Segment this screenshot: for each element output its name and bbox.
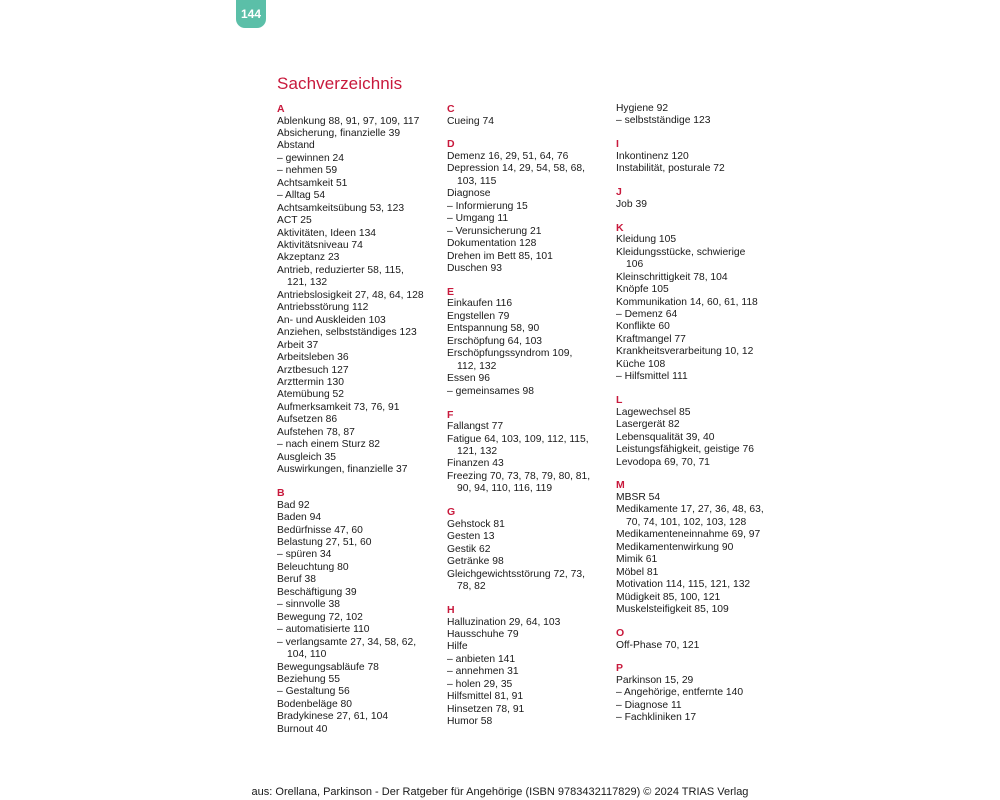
section-letter: J (616, 186, 622, 199)
index-entry: Hygiene 92 (616, 103, 669, 114)
index-entry: Medikamentenwirkung 90 (616, 541, 734, 553)
section-letter: A (277, 103, 285, 115)
index-entry: Humor 58 (447, 716, 493, 728)
index-entry: Bodenbeläge 80 (277, 698, 353, 710)
index-entry: Abstand (277, 140, 315, 152)
index-subentry: – Verunsicherung 21 (447, 225, 542, 237)
index-subentry: – Diagnose 11 (616, 699, 682, 711)
index-entry: Kommunikation 14, 60, 61, 118 (616, 296, 758, 308)
index-subentry: – holen 29, 35 (447, 678, 513, 690)
index-entry-continuation: 121, 132 (287, 277, 328, 289)
index-section (447, 604, 615, 729)
section-letter: K (616, 221, 624, 234)
index-entry: Müdigkeit 85, 100, 121 (616, 591, 721, 603)
index-entry: Auswirkungen, finanzielle 37 (277, 464, 408, 476)
index-entry: Hilfsmittel 81, 91 (447, 691, 524, 703)
index-entry: Lebensqualität 39, 40 (616, 431, 715, 443)
section-letter: L (616, 394, 623, 407)
index-entry: Arztbesuch 127 (277, 364, 349, 376)
index-entry: Off-Phase 70, 121 (616, 639, 700, 651)
index-subentry: – Gestaltung 56 (277, 686, 350, 698)
index-section (277, 487, 445, 736)
index-entry: Freezing 70, 73, 78, 79, 80, 81, (447, 470, 591, 482)
index-subentry: – verlangsamte 27, 34, 58, 62, (277, 636, 417, 648)
index-entry: Gesten 13 (447, 531, 495, 543)
index-entry: Beruf 38 (277, 574, 316, 586)
index-entry: Kleidungsstücke, schwierige (616, 246, 746, 258)
index-entry: Burnout 40 (277, 723, 328, 735)
index-subentry: – spüren 34 (277, 549, 332, 561)
index-entry: Einkaufen 116 (447, 298, 513, 310)
index-entry: Gehstock 81 (447, 518, 505, 530)
index-subentry: – Fachkliniken 17 (616, 712, 697, 724)
section-letter: P (616, 662, 624, 675)
section-letter: O (616, 627, 625, 639)
index-entry: Muskelsteifigkeit 85, 109 (616, 604, 729, 616)
index-column-2 (447, 103, 615, 739)
index-section (616, 662, 784, 724)
index-entry-continuation: 106 (626, 259, 644, 271)
index-entry: Aktivitätsniveau 74 (277, 240, 363, 252)
index-section (616, 138, 784, 175)
index-section (447, 506, 615, 593)
index-entry: Arzttermin 130 (277, 377, 344, 389)
index-entry: Möbel 81 (616, 566, 659, 578)
index-entry: Belastung 27, 51, 60 (277, 537, 372, 548)
index-subentry: – nehmen 59 (277, 165, 338, 177)
index-column-3 (616, 103, 784, 735)
index-entry: Inkontinenz 120 (616, 150, 689, 162)
index-entry: Beziehung 55 (277, 673, 340, 685)
index-section (277, 103, 445, 477)
index-entry: Instabilität, posturale 72 (616, 163, 725, 175)
index-section (447, 138, 615, 275)
index-entry: Essen 96 (447, 373, 490, 385)
index-entry: Beleuchtung 80 (277, 561, 349, 573)
index-subentry: – selbstständige 123 (616, 115, 711, 127)
index-subentry: – Angehörige, entfernte 140 (616, 687, 744, 699)
section-letter: E (447, 285, 455, 298)
index-entry: Ausgleich 35 (277, 451, 336, 463)
index-entry: Bewegungsabläufe 78 (277, 661, 379, 673)
index-entry: Entspannung 58, 90 (447, 323, 540, 335)
index-entry: Bradykinese 27, 61, 104 (277, 711, 389, 723)
index-section (616, 186, 784, 211)
index-entry: Kleinschrittigkeit 78, 104 (616, 271, 728, 283)
index-subentry: – Umgang 11 (447, 213, 509, 225)
index-entry: Gestik 62 (447, 543, 491, 555)
index-section (447, 103, 615, 128)
index-entry: Achtsamkeitsübung 53, 123 (277, 202, 405, 214)
index-entry-continuation: 121, 132 (457, 446, 498, 458)
section-letter: I (616, 138, 619, 151)
index-entry: Duschen 93 (447, 263, 502, 275)
index-entry: Getränke 98 (447, 556, 504, 568)
section-letter: D (447, 138, 455, 151)
index-entry: Finanzen 43 (447, 458, 504, 470)
index-entry: Lasergerät 82 (616, 419, 680, 431)
index-entry: Motivation 114, 115, 121, 132 (616, 579, 751, 591)
index-subentry: – gewinnen 24 (277, 152, 344, 164)
index-entry: Fatigue 64, 103, 109, 112, 115, (447, 433, 589, 445)
index-entry: Dokumentation 128 (447, 238, 537, 250)
index-entry-continuation: 78, 82 (457, 581, 486, 593)
index-entry: Job 39 (616, 198, 647, 210)
index-entry: Diagnose (447, 188, 491, 200)
index-entry: Medikamente 17, 27, 36, 48, 63, (616, 504, 764, 516)
index-section (616, 479, 784, 616)
index-entry: Antrieb, reduzierter 58, 115, (277, 264, 404, 276)
index-entry: Konflikte 60 (616, 321, 670, 333)
index-entry: ACT 25 (277, 215, 312, 227)
section-letter: B (277, 487, 285, 500)
index-entry: Hilfe (447, 641, 468, 653)
index-subentry: – anbieten 141 (447, 653, 516, 665)
index-subentry: – Informierung 15 (447, 200, 528, 212)
index-subentry: – Demenz 64 (616, 308, 678, 320)
index-section (616, 222, 784, 384)
index-entry: Antriebsstörung 112 (277, 302, 369, 314)
index-entry-continuation: 90, 94, 110, 116, 119 (457, 483, 553, 495)
index-entry: Antriebslosigkeit 27, 48, 64, 128 (277, 289, 424, 301)
index-section (447, 286, 615, 398)
index-entry: Demenz 16, 29, 51, 64, 76 (447, 150, 569, 162)
index-entry: Cueing 74 (447, 115, 494, 127)
index-entry: Bedürfnisse 47, 60 (277, 524, 363, 536)
index-entry: Akzeptanz 23 (277, 252, 340, 264)
index-entry: Halluzination 29, 64, 103 (447, 616, 561, 628)
index-entry: Gleichgewichtsstörung 72, 73, (447, 568, 585, 580)
source-footer: aus: Orellana, Parkinson - Der Ratgeber für Angehörige (ISBN 9783432117829) © 2024 TRIAS Verlag (251, 786, 749, 798)
index-entry: Medikamenteneinnahme 69, 97 (616, 529, 761, 541)
index-entry: MBSR 54 (616, 491, 661, 503)
index-subentry: – annehmen 31 (447, 666, 519, 678)
section-letter: C (447, 103, 455, 115)
index-entry-continuation: 112, 132 (457, 360, 497, 372)
index-entry: Knöpfe 105 (616, 284, 669, 296)
index-entry: Krankheitsverarbeitung 10, 12 (616, 346, 754, 358)
index-subentry: – sinnvolle 38 (277, 599, 340, 611)
index-entry: Hinsetzen 78, 91 (447, 703, 525, 715)
index-entry: Erschöpfungssyndrom 109, (447, 348, 573, 360)
index-entry: Arbeitsleben 36 (277, 352, 349, 364)
index-entry: Aufmerksamkeit 73, 76, 91 (277, 401, 400, 413)
index-subentry: – Alltag 54 (277, 190, 326, 202)
index-entry: Mimik 61 (616, 554, 658, 566)
index-entry: Engstellen 79 (447, 310, 510, 322)
index-subentry: – nach einem Sturz 82 (277, 439, 381, 451)
index-entry: Baden 94 (277, 512, 322, 524)
page-number-badge: 144 (236, 0, 266, 28)
index-entry: Küche 108 (616, 358, 666, 370)
index-entry-continuation: 70, 74, 101, 102, 103, 128 (626, 516, 747, 528)
index-entry: Aufstehen 78, 87 (277, 426, 355, 438)
index-entry: Bad 92 (277, 499, 310, 511)
index-entry: Aufsetzen 86 (277, 414, 338, 426)
index-entry: Ablenkung 88, 91, 97, 109, 117 (277, 115, 420, 127)
index-entry: Kraftmangel 77 (616, 333, 686, 345)
index-entry: Absicherung, finanzielle 39 (277, 127, 401, 139)
index-entry-continuation: 104, 110 (287, 649, 327, 661)
index-entry: Parkinson 15, 29 (616, 674, 694, 686)
index-entry: Lagewechsel 85 (616, 406, 691, 418)
index-section (616, 394, 784, 469)
index-entry: An- und Auskleiden 103 (277, 314, 386, 326)
page-title: Sachverzeichnis (277, 74, 403, 93)
index-entry-continuation: 103, 115 (457, 175, 497, 187)
index-entry: Kleidung 105 (616, 234, 677, 246)
index-column-1 (277, 103, 445, 747)
index-entry: Erschöpfung 64, 103 (447, 335, 543, 347)
index-subentry: – automatisierte 110 (277, 624, 370, 636)
index-entry: Arbeit 37 (277, 339, 319, 351)
index-section (616, 103, 784, 128)
index-entry: Drehen im Bett 85, 101 (447, 250, 553, 262)
index-entry: Leistungsfähigkeit, geistige 76 (616, 444, 754, 456)
index-entry: Aktivitäten, Ideen 134 (277, 227, 377, 239)
index-entry: Levodopa 69, 70, 71 (616, 456, 710, 468)
index-entry: Atemübung 52 (277, 389, 344, 401)
index-entry: Depression 14, 29, 54, 58, 68, (447, 163, 585, 175)
index-section (616, 627, 784, 652)
section-letter: H (447, 604, 455, 617)
index-entry: Fallangst 77 (447, 421, 504, 433)
index-entry: Beschäftigung 39 (277, 586, 357, 598)
index-subentry: – gemeinsames 98 (447, 385, 535, 397)
index-entry: Achtsamkeit 51 (277, 177, 348, 189)
index-entry: Bewegung 72, 102 (277, 611, 363, 623)
index-entry: Anziehen, selbstständiges 123 (277, 327, 417, 339)
section-letter: G (447, 506, 456, 519)
index-subentry: – Hilfsmittel 111 (616, 371, 688, 383)
index-entry: Hausschuhe 79 (447, 629, 519, 640)
section-letter: F (447, 408, 454, 421)
index-section (447, 409, 615, 496)
section-letter: M (616, 479, 625, 492)
